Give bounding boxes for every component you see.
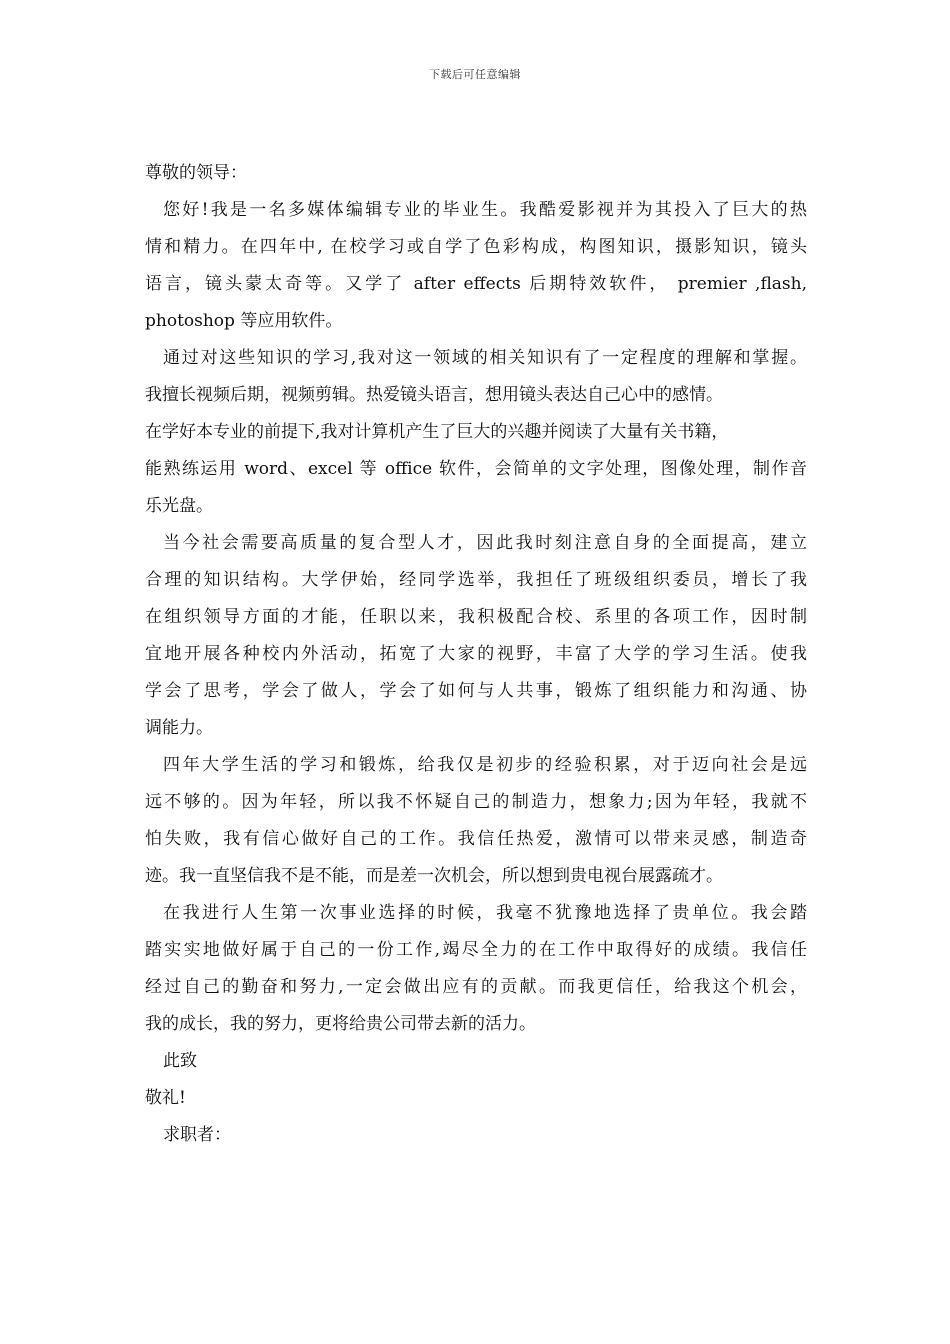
letter-line: 在我进行人生第一次事业选择的时候，我毫不犹豫地选择了贵单位。我会踏 — [163, 903, 807, 923]
letter-line: 您好!我是一名多媒体编辑专业的毕业生。我酷爱影视并为其投入了巨大的热 — [163, 200, 807, 220]
regards: 敬礼! — [145, 1088, 186, 1108]
letter-line: 我的成长，我的努力，更将给贵公司带去新的活力。 — [145, 1014, 536, 1034]
letter-paragraphs — [145, 192, 807, 1043]
signature-label: 求职者： — [163, 1125, 231, 1145]
page-header: 下载后可任意编辑 — [429, 68, 521, 81]
letter-line: 在组织领导方面的才能，任职以来，我积极配合校、系里的各项工作，因时制 — [145, 607, 807, 627]
letter-line: 能熟练运用 word、excel 等 office 软件，会简单的文字处理，图像处理，制作音 — [145, 459, 807, 479]
letter-line: 学会了思考，学会了做人，学会了如何与人共事，锻炼了组织能力和沟通、协 — [145, 681, 807, 701]
closing: 此致 — [163, 1051, 197, 1071]
letter-line: 在学好本专业的前提下,我对计算机产生了巨大的兴趣并阅读了大量有关书籍， — [145, 422, 729, 442]
letter-line: 迹。我一直坚信我不是不能，而是差一次机会，所以想到贵电视台展露疏才。 — [145, 866, 723, 886]
letter-line: 当今社会需要高质量的复合型人才，因此我时刻注意自身的全面提高，建立 — [163, 533, 807, 553]
letter-line: 合理的知识结构。大学伊始，经同学选举，我担任了班级组织委员，增长了我 — [145, 570, 807, 590]
letter-line: 乐光盘。 — [145, 496, 213, 516]
letter-line: 四年大学生活的学习和锻炼，给我仅是初步的经验积累，对于迈向社会是远 — [163, 755, 807, 775]
letter-line: 怕失败，我有信心做好自己的工作。我信任热爱，激情可以带来灵感，制造奇 — [145, 829, 807, 849]
letter-line: 我擅长视频后期，视频剪辑。热爱镜头语言，想用镜头表达自己心中的感情。 — [145, 385, 723, 405]
salutation: 尊敬的领导： — [145, 163, 247, 183]
letter-line: 远不够的。因为年轻，所以我不怀疑自己的制造力，想象力;因为年轻，我就不 — [145, 792, 807, 812]
letter-line: 通过对这些知识的学习,我对这一领域的相关知识有了一定程度的理解和掌握。 — [163, 348, 807, 368]
letter-line: 踏实实地做好属于自己的一份工作,竭尽全力的在工作中取得好的成绩。我信任 — [145, 940, 807, 960]
letter-line: 经过自己的勤奋和努力,一定会做出应有的贡献。而我更信任，给我这个机会， — [145, 977, 807, 997]
letter-line: 语言，镜头蒙太奇等。又学了 after effects 后期特效软件， premier ,flash, — [145, 274, 807, 294]
letter-body — [145, 155, 807, 1154]
letter-line: 情和精力。在四年中, 在校学习或自学了色彩构成，构图知识，摄影知识，镜头 — [145, 237, 807, 257]
letter-line: 调能力。 — [145, 718, 213, 738]
letter-line: 宜地开展各种校内外活动，拓宽了大家的视野，丰富了大学的学习生活。使我 — [145, 644, 807, 664]
letter-line: photoshop 等应用软件。 — [145, 311, 343, 331]
